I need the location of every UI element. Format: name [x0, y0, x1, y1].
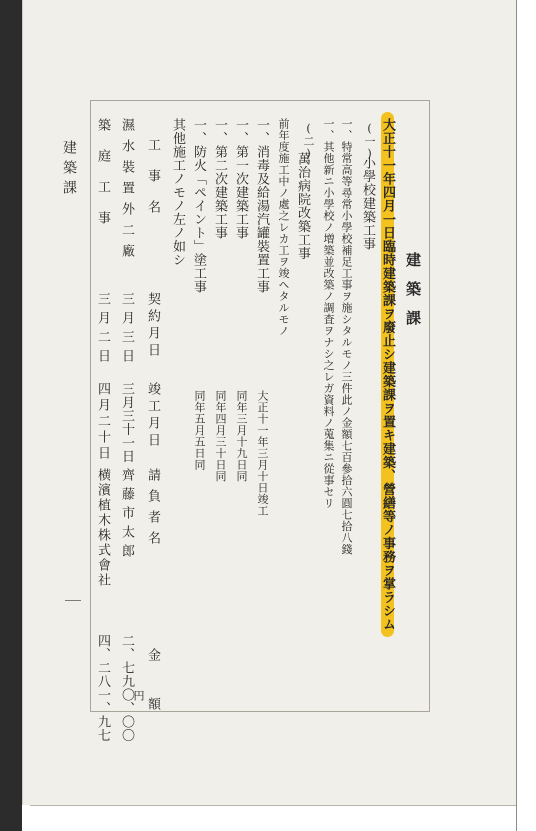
table-row-amount: 四、二八一、九七	[95, 634, 110, 742]
section1-heading: (一)	[363, 122, 376, 161]
work-name: 一、防火「ペイント」塗工事	[191, 118, 206, 294]
highlighted-line: 大正十一年四月一日臨時建築課ヲ廢止シ建築課ヲ置キ建築、營繕等ノ事務ヲ掌ラシム	[381, 112, 394, 637]
work-date: 同年三月十九日同	[235, 390, 248, 482]
table-row-name: 濕水裝置外二廠	[119, 118, 134, 265]
page-heading: 建築課	[404, 252, 422, 339]
work-date: 同年四月三十日同	[214, 390, 227, 482]
other-works-note: 其他施工ノモノ左ノ如シ	[170, 118, 185, 267]
section2-title: 萬治病院改築工事	[295, 152, 310, 260]
margin-mark	[65, 600, 81, 601]
section1-title: 小學校建築工事	[360, 156, 375, 251]
table-row-contract-date: 三月三日	[119, 292, 134, 368]
table-header-amount: 金額	[145, 648, 160, 746]
item-1: 一、特常高等尋常小學校補足工事ヲ施シタルモノ三件此ノ金額七百參拾六圓七拾八錢	[340, 118, 353, 555]
table-row-contractor: 横濱植木株式會社	[95, 468, 110, 588]
work-name: 一、第一次建築工事	[233, 118, 248, 240]
work-date: 大正十一年三月十日竣工	[256, 390, 269, 517]
work-name: 一、消毒及給湯汽罐裝置工事	[254, 118, 269, 294]
prev-year-note: 前年度施工中ノ處之レカ工ヲ竣ヘタルモノ	[277, 118, 290, 337]
scan-dark-edge	[0, 0, 22, 831]
table-row-completion-date: 四月二十日	[95, 382, 110, 462]
table-row-name: 築庭工事	[95, 118, 110, 242]
work-name: 一、第二次建築工事	[212, 118, 227, 240]
work-date: 同年五月五日同	[193, 390, 206, 471]
side-title: 建築課	[61, 140, 77, 200]
page-bottom-fold	[30, 805, 516, 811]
table-row-contract-date: 三月二日	[95, 292, 110, 368]
table-header-contract-date: 契約月日	[145, 292, 160, 360]
section2-heading: (二)	[302, 122, 315, 161]
table-header-contractor: 請負者名	[145, 468, 160, 552]
item-2: 一、其他新ニ小學校ノ増築並改築ノ調査ヲナシ之レガ資料ノ蒐集ニ從事セリ	[322, 118, 335, 509]
table-row-contractor: 齊藤市太郎	[119, 468, 134, 563]
amount-unit: 円	[132, 690, 145, 702]
table-header-completion-date: 竣工月日	[145, 382, 160, 450]
scan-right-border	[516, 0, 517, 831]
table-row-completion-date: 三月三十一日	[119, 382, 134, 463]
table-header-name: 工事名	[145, 138, 160, 231]
table-row-amount: 二、七九〇、〇〇	[119, 634, 134, 742]
